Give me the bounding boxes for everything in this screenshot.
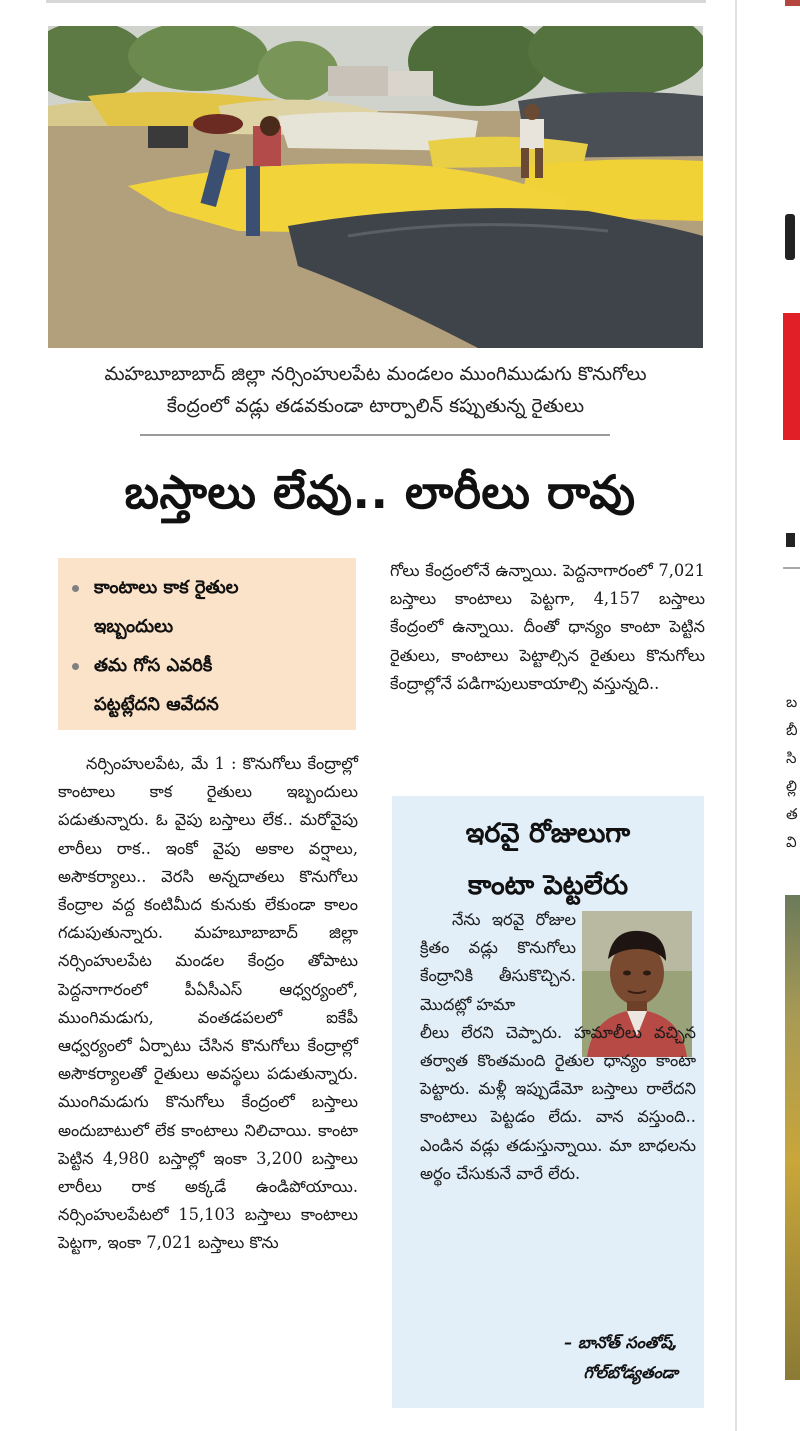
edge-text-fragment <box>786 688 800 856</box>
attribution-name: – బానోత్ సంతోష్, <box>564 1333 678 1352</box>
edge-letter: బీ <box>786 721 798 739</box>
highlight-item <box>72 646 346 724</box>
edge-fragment <box>785 214 795 260</box>
edge-red-banner <box>783 313 800 440</box>
bullet-icon <box>72 663 84 670</box>
edge-fragment <box>783 567 800 569</box>
edge-fragment <box>785 0 800 6</box>
highlight-text: ఇబ్బందులు <box>94 616 174 637</box>
edge-letter: బ <box>786 693 798 711</box>
article-headline: బస్తాలు లేవు.. లారీలు రావు <box>124 465 636 519</box>
quote-attribution <box>564 1328 678 1388</box>
body-paragraph: నర్సింహులపేట, మే 1 : కొనుగోలు కేంద్రాల్లో కాంటాలు కాక రైతులు ఇబ్బందులు పడుతున్నారు. ఓ వైపు బస్తాలు లేక.. మరోవైపు లారీలు రాక.. ఇంకో వైపు అకాల వర్షాలు, అసౌకర్యాలు.. వెరసి అన్నదాతలు కొనుగోలు కేంద్రాల వద్ద కంటిమీద కునుకు లేకుండా కాలం గడుపుతున్నారు. మహబూబాబాద్ జిల్లా నర్సింహులపేట మండల కేంద్రం తోపాటు పెద్దనాగారంలో పీఏసీఎస్ ఆధ్వర్యంలో, ముంగిమడుగు, వంతడపలలో ఐకేపీ ఆధ్వర్యంలో ఏర్పాటు చేసిన కొనుగోలు కేంద్రాల్లో అసౌకర్యాలతో రైతులు అవస్థలు పడుతున్నారు. ముంగిమడుగు కొనుగోలు కేంద్రంలో బస్తాలు అందుబాటులో లేక కాంటాలు నిలిచాయి. కాంటా పెట్టిన 4,980 బస్తాల్లో ఇంకా 3,200 బస్తాలు లారీలు రాక అక్కడే ఉండిపోయాయి. నర్సింహులపేటలో 15,103 బస్తాలు కాంటాలు పెట్టగా, ఇంకా 7,021 బస్తాలు కొను <box>58 754 358 1253</box>
edge-letter: ల్లి <box>786 777 797 795</box>
quote-sidebar <box>392 796 704 1408</box>
sidebar-title-line: కాంటా పెట్టలేరు <box>467 870 629 901</box>
edge-photo-fragment <box>785 895 800 1380</box>
article-body-right <box>390 557 705 698</box>
sidebar-title <box>392 808 704 912</box>
highlight-text: కాంటాలు కాక రైతుల <box>94 577 239 598</box>
edge-letter: సి <box>786 749 797 767</box>
highlights-box <box>58 558 356 730</box>
article-body-left <box>58 750 358 1258</box>
body-paragraph: గోలు కేంద్రంలోనే ఉన్నాయి. పెద్దనాగారంలో 7,021 బస్తాలు కాంటాలు పెట్టగా, 4,157 బస్తాలు కేంద్రంలో ఉన్నాయి. దీంతో ధాన్యం కాంటా పెట్టిన రైతులు, కాంటాలు పెట్టాల్సిన రైతులు కొనుగోలు కేంద్రాల్లోనే పడిగాపులుకాయాల్సి వస్తున్నది.. <box>390 561 705 693</box>
caption-line: మహబూబాబాద్ జిల్లా నర్సింహులపేట మండలం ముంగిముడుగు కొనుగోలు <box>104 363 647 385</box>
edge-letter: వి <box>786 833 797 851</box>
sidebar-quote <box>420 906 696 1188</box>
edge-letter: త <box>786 805 798 823</box>
quote-text: నేను ఇరవై రోజుల క్రితం వడ్లు కొనుగోలు కేంద్రానికి తీసుకొచ్చిన. మొదట్లో హమా <box>420 910 576 1014</box>
top-rule <box>46 0 706 3</box>
photo-caption <box>48 358 703 422</box>
caption-line: కేంద్రంలో వడ్లు తడవకుండా టార్పాలిన్ కప్పుతున్న రైతులు <box>166 395 585 417</box>
sidebar-title-line: ఇరవై రోజులుగా <box>465 818 631 849</box>
attribution-place: గోల్‌బోడ్యతండా <box>583 1363 678 1382</box>
edge-fragment <box>786 533 795 547</box>
quote-text: లీలు లేరని చెప్పారు. హమాలీలు వచ్చిన తర్వాత కొంతమంది రైతుల ధాన్యం కాంటా పెట్టారు. మళ్లీ ఇప్పుడేమో బస్తాలు రాలేదని కాంటాలు పెట్టడం లేదు. వాన వస్తుంది.. ఎండిన వడ్లు తడుస్తున్నాయి. మా బాధలను అర్థం చేసుకునే వారే లేరు. <box>420 1022 696 1183</box>
highlight-item <box>72 568 346 646</box>
caption-divider <box>140 434 610 436</box>
highlight-text: పట్టట్లేదని ఆవేదన <box>94 694 219 715</box>
highlight-text: తమ గోస ఎవరికీ <box>94 655 213 676</box>
bullet-icon <box>72 585 84 592</box>
farmers-covering-paddy-with-tarpaulin-photo <box>48 26 703 348</box>
column-divider <box>735 0 737 1431</box>
news-photo <box>48 26 703 348</box>
